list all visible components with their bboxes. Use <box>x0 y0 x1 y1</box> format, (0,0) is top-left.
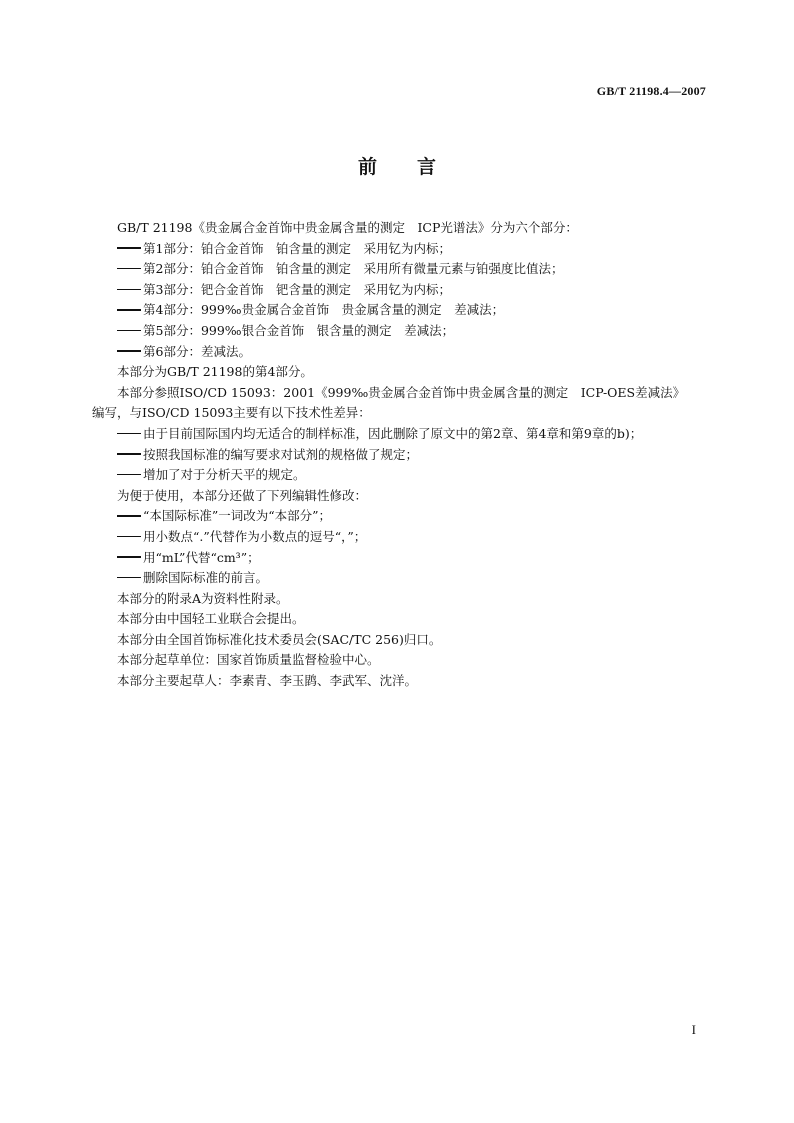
list-item: “本国际标准”一词改为“本部分”； <box>92 506 710 527</box>
list-item: 第3部分：钯合金首饰 钯含量的测定 采用钇为内标； <box>92 280 710 301</box>
dash-mark <box>117 536 141 538</box>
proposer-paragraph: 本部分由中国轻工业联合会提出。 <box>117 611 305 627</box>
dash-mark <box>117 289 141 291</box>
dash-mark <box>117 247 141 249</box>
dash-mark <box>117 474 141 476</box>
dash-mark <box>117 330 141 332</box>
reference-paragraph-line2: 编写，与ISO/CD 15093主要有以下技术性差异： <box>92 405 371 421</box>
dash-mark <box>117 350 141 352</box>
list-item: 用“mL”代替“cm³”； <box>92 548 710 569</box>
intro-paragraph: GB/T 21198《贵金属合金首饰中贵金属含量的测定 ICP光谱法》分为六个部分： <box>117 220 578 235</box>
standard-code: GB/T 21198.4—2007 <box>596 84 706 98</box>
list-item: 第1部分：铂合金首饰 铂含量的测定 采用钇为内标； <box>92 239 710 260</box>
dash-mark <box>117 433 141 435</box>
list-item: 删除国际标准的前言。 <box>92 568 710 589</box>
dash-mark <box>117 515 141 517</box>
dash-mark <box>117 268 141 270</box>
document-body <box>92 218 710 692</box>
dash-mark <box>117 577 141 579</box>
list-item: 用小数点“.”代替作为小数点的逗号“，”； <box>92 527 710 548</box>
list-item: 第4部分：999‰贵金属合金首饰 贵金属含量的测定 差减法； <box>92 300 710 321</box>
list-item: 按照我国标准的编写要求对试剂的规格做了规定； <box>92 445 710 466</box>
annex-paragraph: 本部分的附录A为资料性附录。 <box>117 590 289 606</box>
editorial-intro-paragraph: 为便于使用，本部分还做了下列编辑性修改： <box>117 487 368 503</box>
list-item: 第6部分：差减法。 <box>92 342 710 363</box>
committee-paragraph: 本部分由全国首饰标准化技术委员会(SAC/TC 256)归口。 <box>117 631 442 647</box>
list-item: 第5部分：999‰银合金首饰 银含量的测定 差减法； <box>92 321 710 342</box>
dash-mark <box>117 453 141 455</box>
page-title: 前言 <box>357 156 476 178</box>
list-item: 第2部分：铂合金首饰 铂含量的测定 采用所有微量元素与铂强度比值法； <box>92 259 710 280</box>
list-item: 增加了对于分析天平的规定。 <box>92 465 710 486</box>
page-number: I <box>691 1022 696 1037</box>
list-item: 由于目前国际国内均无适合的制样标准，因此删除了原文中的第2章、第4章和第9章的b)； <box>92 424 710 445</box>
drafting-unit-paragraph: 本部分起草单位：国家首饰质量监督检验中心。 <box>117 652 380 668</box>
dash-mark <box>117 556 141 558</box>
drafters-paragraph: 本部分主要起草人：李素青、李玉鹍、李武军、沈洋。 <box>117 673 418 689</box>
this-part-paragraph: 本部分为GB/T 21198的第4部分。 <box>117 364 313 380</box>
reference-paragraph-line1: 本部分参照ISO/CD 15093：2001《999‰贵金属合金首饰中贵金属含量的测定 ICP-OES差减法》 <box>117 384 686 400</box>
dash-mark <box>117 309 141 311</box>
